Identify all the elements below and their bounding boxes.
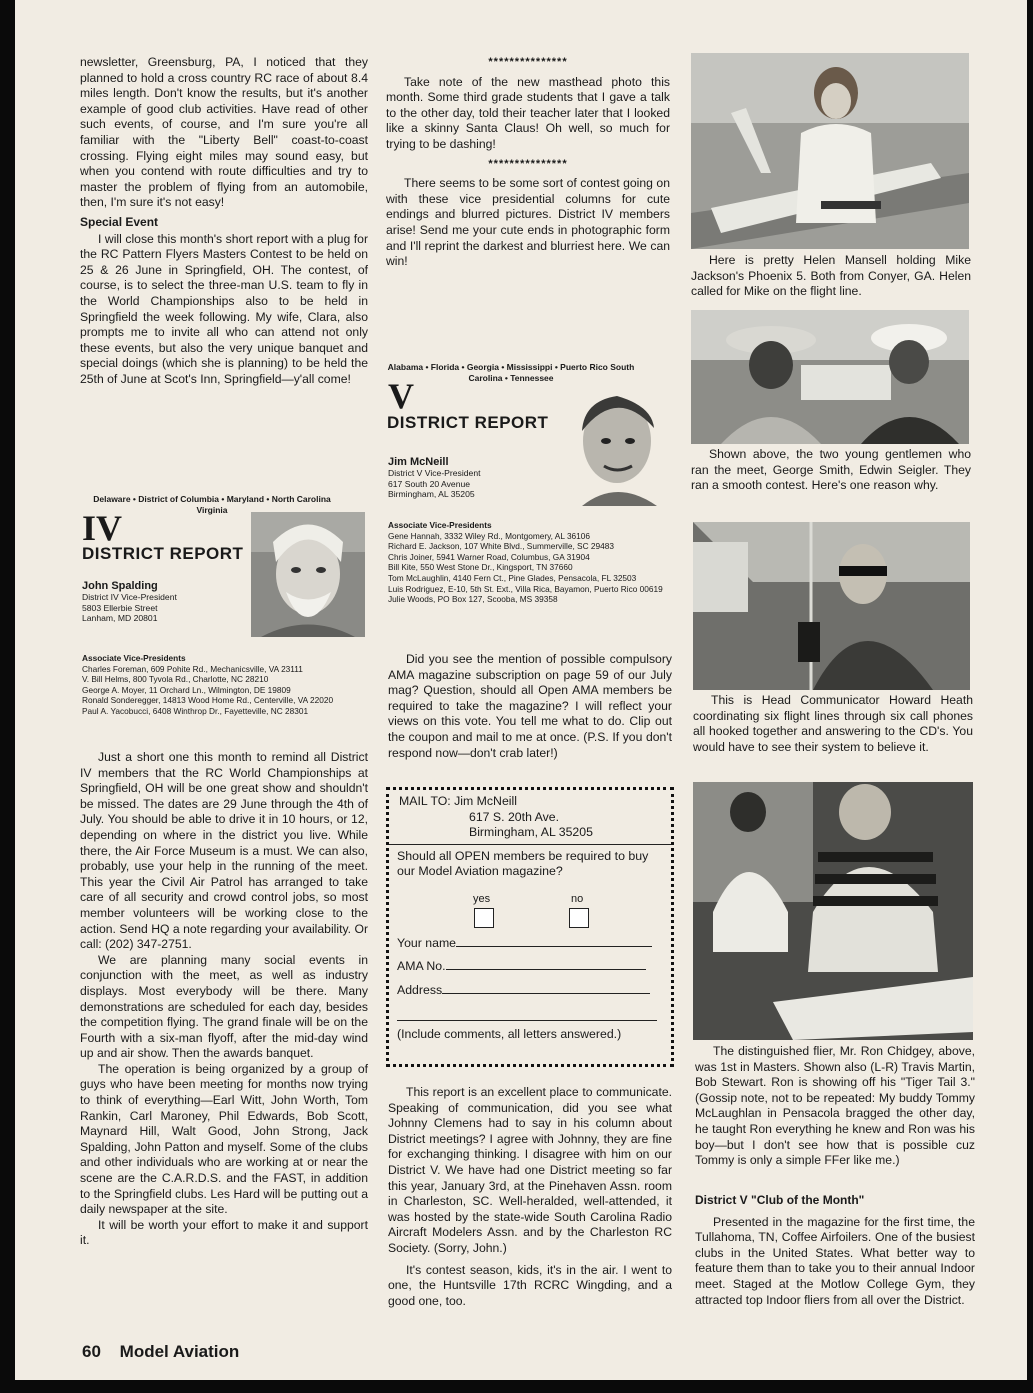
no-checkbox[interactable]	[569, 908, 589, 928]
assoc-entry: Richard E. Jackson, 107 White Blvd., Summerville, SC 29483	[388, 541, 614, 552]
separator-stars: ***************	[488, 56, 568, 68]
ama-label: AMA No.	[397, 959, 446, 973]
assoc-entry: Julie Woods, PO Box 127, Scooba, MS 39358	[388, 594, 558, 605]
intro-paragraph: newsletter, Greensburg, PA, I noticed that they planned to hold a cross country RC race of about 8.4 miles length. Don't know the results, but it's another example of good club activities. Have read of other such events, of course, and I'm sure you're all familiar with the "Liberty Bell" coast-to-coast crossing. Flying eight miles may sound easy, but when you contend with route difficulties and try to master the problem of flying from an automobile, then, I'm sure it's not easy!	[80, 55, 368, 210]
coupon-address-line1: 617 S. 20th Ave.	[469, 809, 560, 824]
district-iv-title: DISTRICT REPORT	[82, 544, 244, 563]
caption-meet-organizers	[691, 447, 971, 494]
caption-text: The distinguished flier, Mr. Ron Chidgey, above, was 1st in Masters. Shown also (L-R) Travis Martin, Bob Stewart. Ron is showing off his "Tiger Tail 3." (Gossip note, not to be repeated: My buddy Tommy McLaughlan in Pensacola bragged the other day, he taught Ron everything he knew and Ron was his boy—but I don't see how that is possible cuz Tommy is only a simple FFer like me.)	[695, 1044, 975, 1168]
body-paragraph: Just a short one this month to remind all District IV members that the RC World Championships at Springfield, OH will be one great show and shouldn't be missed. The dates are 29 June through the 4th of July. You should be able to drive it in 10 hours, or 12, depending on where in the district you live. While there, the Air Force Museum is a must. We can also, probably, use your help in the running of the meet. This year the Civil Air Patrol has arranged to take care of all security and crowd control jobs, so most member volunteers will be working close to the action. Send HQ a note regarding your availability. Or call: (202) 347-2751.	[80, 750, 368, 952]
assoc-entry: V. Bill Helms, 800 Tyvola Rd., Charlotte, NC 28210	[82, 674, 269, 685]
assoc-heading: Associate Vice-Presidents	[388, 520, 492, 530]
assoc-entry: Tom McLaughlin, 4140 Fern Ct., Pine Glades, Pensacola, FL 32503	[388, 572, 637, 583]
assoc-entry: Chris Joiner, 5941 Warner Road, Columbus, GA 31904	[388, 551, 590, 562]
body-paragraph: It will be worth your effort to make it and support it.	[80, 1217, 368, 1248]
address-field[interactable]	[397, 983, 663, 999]
caption-howard-heath	[693, 693, 973, 755]
club-of-the-month	[695, 1193, 975, 1308]
club-heading: District V "Club of the Month"	[695, 1193, 865, 1207]
vp-title: District V Vice-President	[388, 468, 481, 478]
ama-number-field[interactable]	[397, 959, 663, 975]
jim-mcneill-portrait	[562, 386, 672, 506]
vp-name: John Spalding	[82, 580, 158, 592]
district-iv-associates	[82, 653, 372, 717]
assoc-entry: Gene Hannah, 3332 Wiley Rd., Montgomery, AL 36106	[388, 530, 591, 541]
assoc-entry: Bill Kite, 550 West Stone Dr., Kingsport, TN 37660	[388, 562, 573, 573]
name-label: Your name	[397, 935, 457, 950]
no-label: no	[571, 892, 584, 905]
body-paragraph: We are planning many social events in conjunction with the meet, as well as industry displays. Most everybody will be there. Many demonstrations are scheduled for each day, besides the competition flying. The grand finale will be on the Fourth with a six-man flyoff, after the mid-day wind up and air show. Then the awards banquet.	[80, 952, 368, 1061]
special-event-text: I will close this month's short report with a plug for the RC Pattern Flyers Masters Contest to be held on 25 & 26 June in Springfield, OH. The contest, of course, is to select the three-man U.S. team to fly in the World Championships also to be held in Springfield the week following. My wife, Clara, also prompts me to invite all who can attend not only these events, but also the very unique banquet and special doings (which she is planning) to be held the 25th of June at Scot's Inn, Springfield—y'all come!	[80, 231, 368, 386]
vp-title: District IV Vice-President	[82, 592, 177, 602]
coupon-footnote: (Include comments, all letters answered.)	[397, 1027, 622, 1041]
coupon-mail-to: MAIL TO: Jim McNeill	[399, 794, 517, 808]
assoc-entry: George A. Moyer, 11 Orchard Ln., Wilmington, DE 19809	[82, 684, 291, 695]
name-field[interactable]	[397, 936, 663, 952]
district-iv-body	[80, 750, 368, 1249]
howard-heath-photo	[693, 522, 970, 690]
magazine-name: Model Aviation	[119, 1342, 240, 1361]
page-number: 60	[82, 1342, 101, 1361]
district-v-numeral: V	[388, 376, 414, 416]
caption-helen-mansell	[691, 253, 971, 300]
district-iv-vp-block	[82, 580, 247, 624]
assoc-entry: Charles Foreman, 609 Pohite Rd., Mechanicsville, VA 23111	[82, 663, 303, 674]
district-iv-numeral: IV	[82, 508, 123, 548]
vp-address-line2: Lanham, MD 20801	[82, 613, 158, 624]
body-paragraph: The operation is being organized by a group of guys who have been meeting for months now trying to think of everything—Earl Witt, John Worth, Tom Rankin, Carl Maroney, Phil Edwards, Bob Scott, Maynard Hill, Walt Good, John Strong, Jack Spalding, John Patton and myself. Some of the clubs and other individuals who are working at or near the scene are the C.A.R.D.S. and the FAST, in addition to the Springfield clubs. Les Hard will be putting out a daily newspaper at the site.	[80, 1061, 368, 1217]
caption-text: Shown above, the two young gentlemen who ran the meet, George Smith, Edwin Seigler. They ran a smooth contest. Here's one reason why.	[691, 447, 971, 493]
assoc-entry: Ronald Sonderegger, 14813 Wood Home Rd., Centerville, VA 22020	[82, 695, 334, 706]
district-v-states: Alabama • Florida • Georgia • Mississippi • Puerto Rico South Carolina • Tennessee	[387, 362, 635, 383]
caption-text: This is Head Communicator Howard Heath coordinating six flight lines through six call phones all hooked together and answering to the CD's. You would have to see their system to believe it.	[693, 693, 973, 754]
address-label: Address	[397, 982, 443, 997]
vp-address-line1: 5803 Ellerbie Street	[82, 602, 158, 613]
district-v-title: DISTRICT REPORT	[387, 413, 549, 432]
communication-paragraph: This report is an excellent place to communicate. Speaking of communication, did you see what Johnny Clemens had to say in his column about District meetings? I agree with Johnny, they are fine for exchanging thinking. I disagree with him on our District V. We have had one District meeting so far this year, January 3rd, at the Pinehaven Assn. room in Charleston, SC. Well-heralded, well-attended, it was hosted by the state-wide South Carolina Radio Aircraft Modelers Assn. and by the Charleston RC Society. (Sorry, John.)	[388, 1085, 672, 1255]
vp-address-line2: Birmingham, AL 35205	[388, 489, 475, 500]
caption-ron-chidgey	[695, 1044, 975, 1169]
district-v-associates	[388, 520, 673, 605]
separator-stars: ***************	[488, 157, 568, 170]
page-footer	[82, 1342, 239, 1362]
assoc-entry: Luis Rodriguez, E-10, 5th St. Ext., Villa Rica, Bayamon, Puerto Rico 00619	[388, 583, 663, 594]
meet-organizers-photo	[691, 310, 969, 444]
assoc-entry: Paul A. Yacobucci, 6408 Winthrop Dr., Fayetteville, NC 28301	[82, 705, 309, 716]
yes-checkbox[interactable]	[474, 908, 494, 928]
helen-mansell-photo	[691, 53, 969, 249]
yes-label: yes	[473, 892, 491, 905]
contest-season-paragraph: It's contest season, kids, it's in the air. I went to one, the Huntsville 17th RCRC Wingding, and a good one, too.	[388, 1262, 672, 1308]
district-iv-states: Delaware • District of Columbia • Maryland • North Carolina Virginia	[93, 494, 331, 515]
vp-address-line1: 617 South 20 Avenue	[388, 478, 471, 489]
john-spalding-portrait	[251, 512, 365, 637]
vote-coupon	[386, 787, 674, 1067]
contest-paragraph: There seems to be some sort of contest going on with these vice presidential columns for cute endings and blurred pictures. District IV members arise! Send me your cute ends in photographic form and I'll reprint the darkest and blurriest here. We can win!	[386, 176, 670, 269]
column-2-top	[386, 55, 670, 270]
district-v-body-top	[388, 652, 672, 761]
vp-name: Jim McNeill	[388, 456, 449, 468]
coupon-question: Should all OPEN members be required to buy our Model Aviation magazine?	[397, 848, 649, 878]
special-event-heading: Special Event	[80, 214, 159, 229]
coupon-address-line2: Birmingham, AL 35205	[469, 825, 593, 839]
district-v-body-bottom	[388, 1085, 672, 1309]
district-v-vp-block	[388, 456, 558, 500]
club-text: Presented in the magazine for the first time, the Tullahoma, TN, Coffee Airfoilers. One of the busiest clubs in the United States. What better way to feature them than to take you to their annual Indoor meet. Staged at the Motlow College Gym, they attracted top Indoor fliers from all over the District.	[695, 1214, 975, 1307]
ron-chidgey-photo	[693, 782, 973, 1040]
assoc-heading: Associate Vice-Presidents	[82, 653, 186, 663]
column-1-top	[80, 55, 368, 387]
caption-text: Here is pretty Helen Mansell holding Mike Jackson's Phoenix 5. Both from Conyer, GA. Helen called for Mike on the flight line.	[691, 253, 971, 299]
masthead-paragraph: Take note of the new masthead photo this month. Some third grade students that I gave a talk to the other day, told their teacher later that I looked like a skinny Santa Claus! Oh well, so much for trying to be dashing!	[386, 74, 670, 151]
subscription-paragraph: Did you see the mention of possible compulsory AMA magazine subscription on page 59 of our July mag? Question, should all Open AMA members be required to take the magazine? I will reflect your views on this vote. You tell me what to do. Clip out the coupon and mail to me at once. (P.S. If you don't respond now—don't crab later!)	[388, 652, 672, 760]
